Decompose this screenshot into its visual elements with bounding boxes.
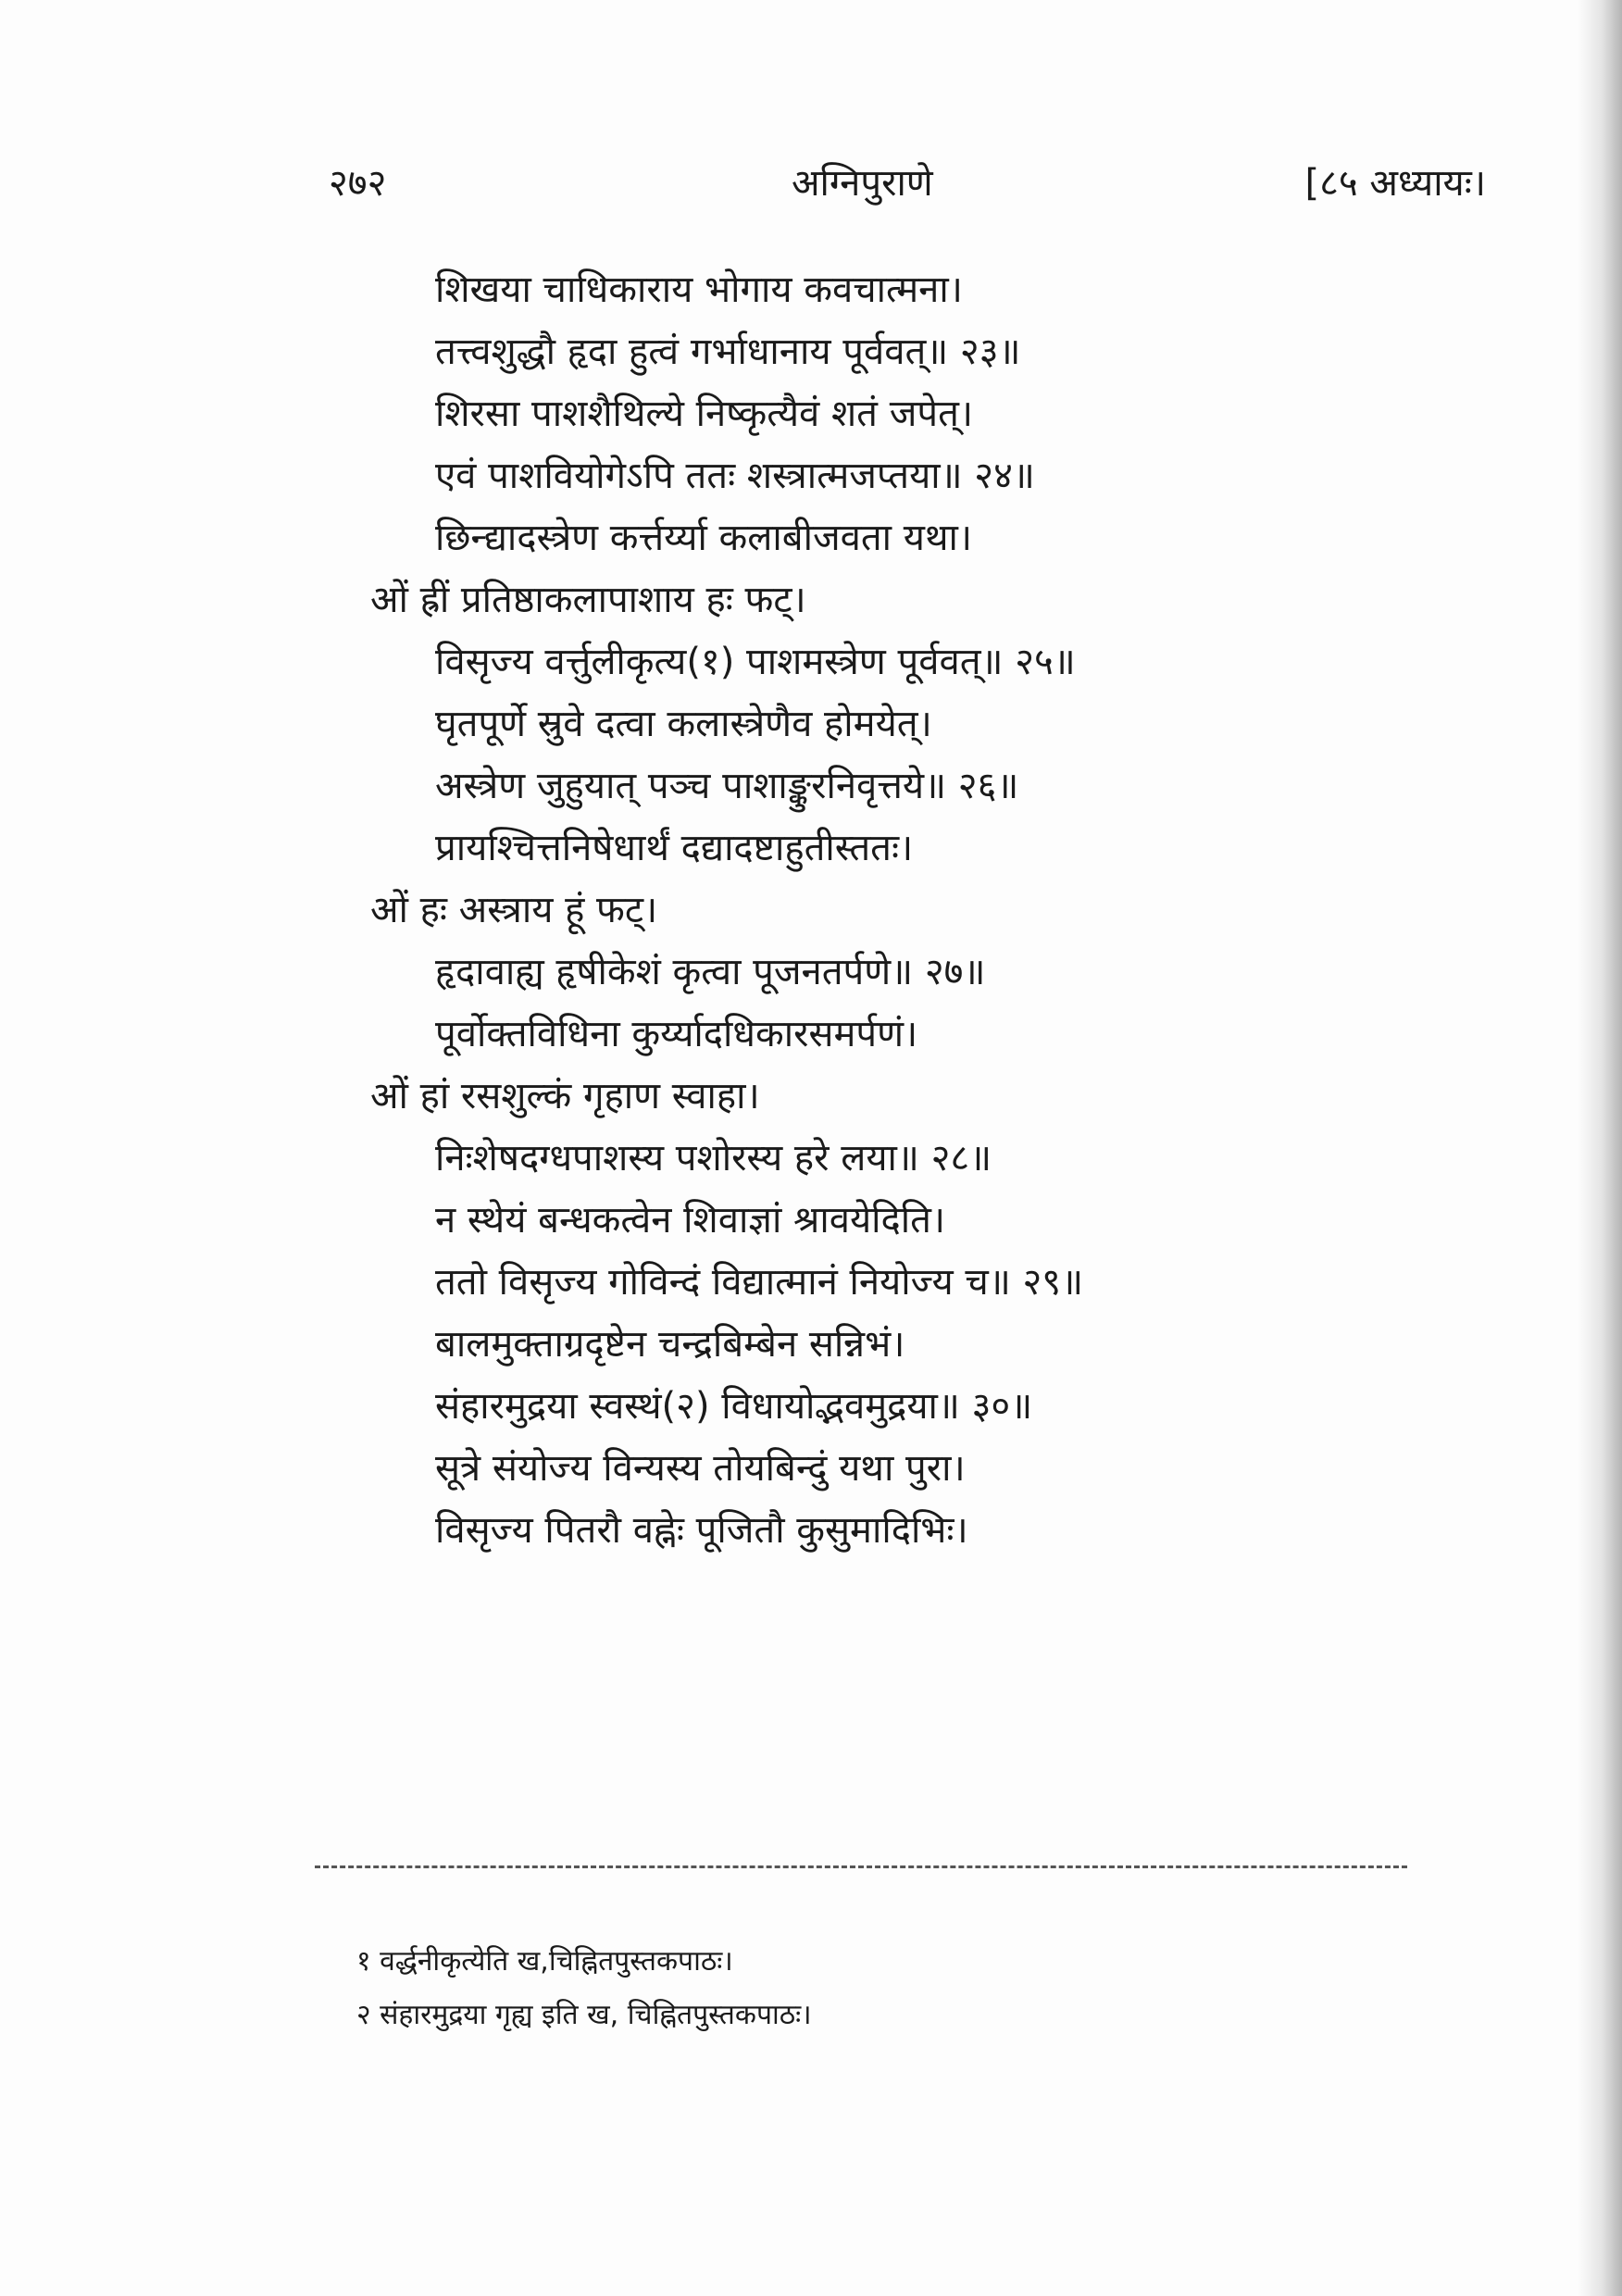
verse-line: अस्त्रेण जुहुयात् पञ्च पाशाङ्कुरनिवृत्तये॥ २६॥	[435, 765, 1019, 807]
chapter-label: [८५ अध्यायः।	[1304, 162, 1486, 205]
verse-line: न स्थेयं बन्धकत्वेन शिवाज्ञां श्रावयेदिति।	[435, 1199, 946, 1242]
footnote-divider	[315, 1866, 1407, 1868]
verse-line: शिरसा पाशशैथिल्ये निष्कृत्यैवं शतं जपेत्।	[435, 393, 974, 435]
verse-line: हृदावाह्य हृषीकेशं कृत्वा पूजनतर्पणे॥ २७॥	[435, 951, 986, 993]
verse-line: पूर्वोक्तविधिना कुर्य्यादधिकारसमर्पणं।	[435, 1013, 918, 1055]
verse-line: बालमुक्ताग्रदृष्टेन चन्द्रबिम्बेन सन्निभं।	[435, 1323, 905, 1366]
verse-line: संहारमुद्रया स्वस्थं(२) विधायोद्भवमुद्रया॥ ३०॥	[435, 1385, 1033, 1428]
footnote-1: १ वर्द्धनीकृत्येति ख,चिह्नितपुस्तकपाठः।	[356, 1945, 733, 1978]
verse-line: विसृज्य वर्त्तुलीकृत्य(१) पाशमस्त्रेण पूर्ववत्॥ २५॥	[435, 641, 1076, 683]
verse-line: प्रायश्चित्तनिषेधार्थं दद्यादष्टाहुतीस्ततः।	[435, 827, 914, 869]
scan-edge-shadow	[1578, 0, 1622, 2296]
verse-line: सूत्रे संयोज्य विन्यस्य तोयबिन्दुं यथा पुरा।	[435, 1447, 966, 1490]
mantra-line: ओं हः अस्त्राय हूं फट्।	[370, 889, 658, 931]
verse-line: विसृज्य पितरौ वह्नेः पूजितौ कुसुमादिभिः।	[435, 1509, 968, 1552]
page-header	[329, 156, 1486, 211]
mantra-line: ओं हां रसशुल्कं गृहाण स्वाहा।	[370, 1075, 760, 1117]
verse-line: शिखया चाधिकाराय भोगाय कवचात्मना।	[435, 268, 963, 311]
verse-line: छिन्द्यादस्त्रेण कर्त्तर्य्या कलाबीजवता यथा।	[435, 517, 973, 559]
footnote-2: २ संहारमुद्रया गृह्य इति ख, चिह्नितपुस्तकपाठः।	[356, 1999, 812, 2031]
footnotes	[356, 1935, 1375, 2042]
verse-line: एवं पाशवियोगेऽपि ततः शस्त्रात्मजप्तया॥ २४॥	[435, 455, 1035, 497]
verse-body	[370, 259, 1352, 1562]
verse-line: तत्त्वशुद्धौ हृदा हुत्वं गर्भाधानाय पूर्ववत्॥ २३॥	[435, 331, 1021, 373]
running-title: अग्निपुराणे	[792, 162, 933, 205]
page-number: २७२	[329, 162, 387, 205]
verse-line: घृतपूर्णे स्रुवे दत्वा कलास्त्रेणैव होमयेत्।	[435, 703, 932, 745]
verse-line: ततो विसृज्य गोविन्दं विद्यात्मानं नियोज्य च॥ २९॥	[435, 1261, 1084, 1304]
verse-line: निःशेषदग्धपाशस्य पशोरस्य हरे लया॥ २८॥	[435, 1137, 992, 1179]
mantra-line: ओं ह्रीं प्रतिष्ठाकलापाशाय हः फट्।	[370, 579, 806, 621]
